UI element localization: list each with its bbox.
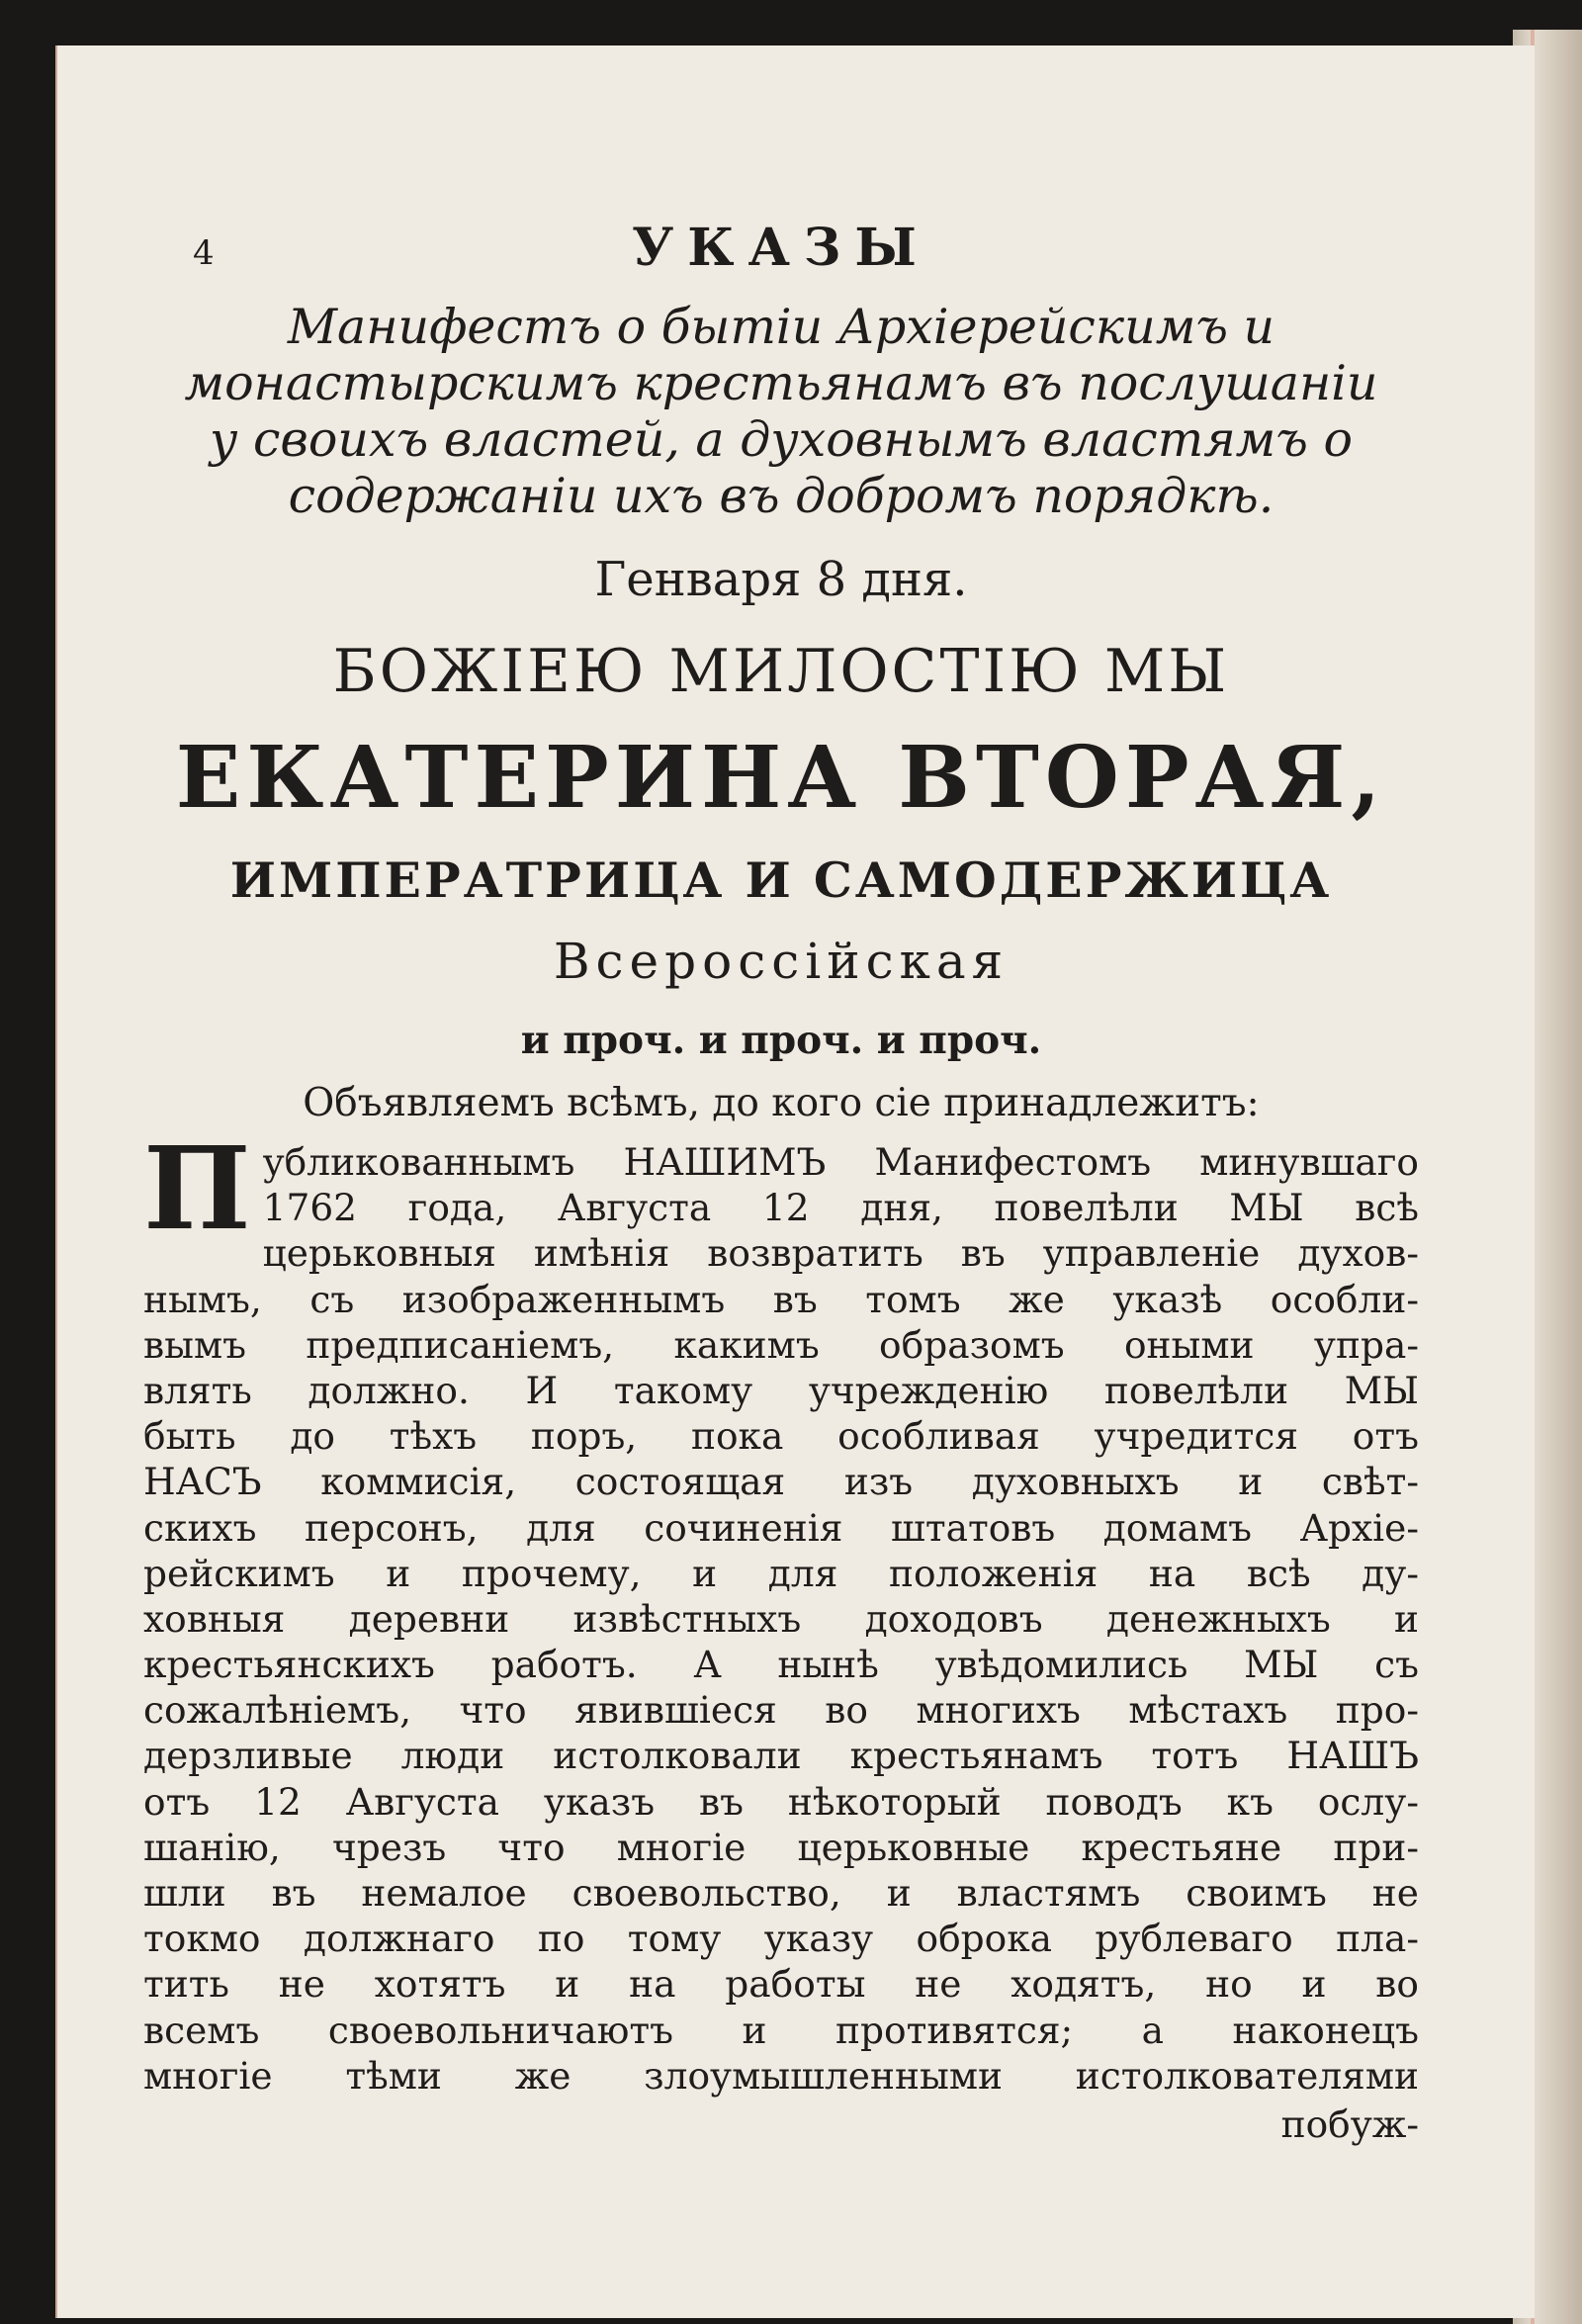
body-line: дерзливые люди истолковали крестьянамъ тотъ НАШЪ: [143, 1734, 1419, 1778]
announce-line: Объявляемъ всѣмъ, до кого сіе принадлежитъ:: [303, 1081, 1260, 1125]
body-line: шли въ немалое своевольство, и властямъ своимъ не: [143, 1871, 1419, 1915]
body-line: шанію, чрезъ что многіе церьковные крестьяне при-: [143, 1825, 1419, 1869]
page-text: [143, 178, 1419, 2146]
manifesto-title: Манифестъ о бытіи Архіерейскимъ и монастырскимъ крестьянамъ въ послушаніи у своихъ властей, а духовнымъ властямъ о содержаніи ихъ въ добромъ порядкѣ.: [184, 299, 1378, 524]
body-line: ховныя деревни извѣстныхъ доходовъ денежныхъ и: [143, 1596, 1419, 1641]
body-line: всемъ своевольничаютъ и противятся; а наконецъ: [143, 2008, 1419, 2052]
body-paragraph: [143, 1122, 1419, 2099]
empress-title: ИМПЕРАТРИЦА И САМОДЕРЖИЦА: [229, 851, 1333, 909]
body-line: вымъ предписаніемъ, какимъ образомъ оными упра-: [143, 1322, 1419, 1367]
body-line: сожалѣніемъ, что явившіеся во многихъ мѣстахъ про-: [143, 1688, 1419, 1733]
body-line: 1762 года, Августа 12 дня, повелѣли МЫ всѣ: [262, 1186, 1419, 1230]
body-line: скихъ персонъ, для сочиненія штатовъ домамъ Архіе-: [143, 1505, 1419, 1550]
empress-title-russian: Всероссійская: [553, 933, 1010, 990]
running-head: [143, 178, 1419, 278]
grace-line: БОЖІЕЮ МИЛОСТІЮ МЫ: [332, 637, 1230, 706]
body-line: тить не хотятъ и на работы не ходятъ, но и во: [143, 1962, 1419, 2007]
body-line: отъ 12 Августа указъ въ нѣкоторый поводъ къ ослу-: [143, 1779, 1419, 1824]
body-line: НАСЪ коммисія, состоящая изъ духовныхъ и свѣт-: [143, 1460, 1419, 1504]
body-line: многіе тѣми же злоумышленными истолкователями: [143, 2053, 1419, 2098]
running-title: УКАЗЫ: [632, 218, 930, 278]
body-line: влять должно. И такому учрежденію повелѣли МЫ: [143, 1368, 1419, 1412]
body-line: токмо должнаго по тому указу оброка рублеваго пла-: [143, 1917, 1419, 1961]
body-line: нымъ, съ изображеннымъ въ томъ же указѣ особли-: [143, 1277, 1419, 1321]
body-line: церьковныя имѣнія возвратить въ управленіе духов-: [262, 1231, 1419, 1276]
body-line: рейскимъ и прочему, и для положенія на всѣ ду-: [143, 1551, 1419, 1595]
drop-cap: П: [143, 1122, 251, 1256]
body-line: крестьянскихъ работъ. А нынѣ увѣдомились МЫ съ: [143, 1643, 1419, 1687]
etc-line: и проч. и проч. и проч.: [520, 1018, 1042, 1063]
date-line: Генваря 8 дня.: [594, 552, 968, 607]
catchword: побуж-: [1280, 2101, 1419, 2146]
empress-name: ЕКАТЕРИНА ВТОРАЯ,: [175, 728, 1387, 828]
page-number: 4: [193, 233, 215, 273]
body-line: убликованнымъ НАШИМЪ Манифестомъ минувшаго: [262, 1140, 1419, 1184]
body-line: быть до тѣхъ поръ, пока особливая учредится отъ: [143, 1414, 1419, 1459]
